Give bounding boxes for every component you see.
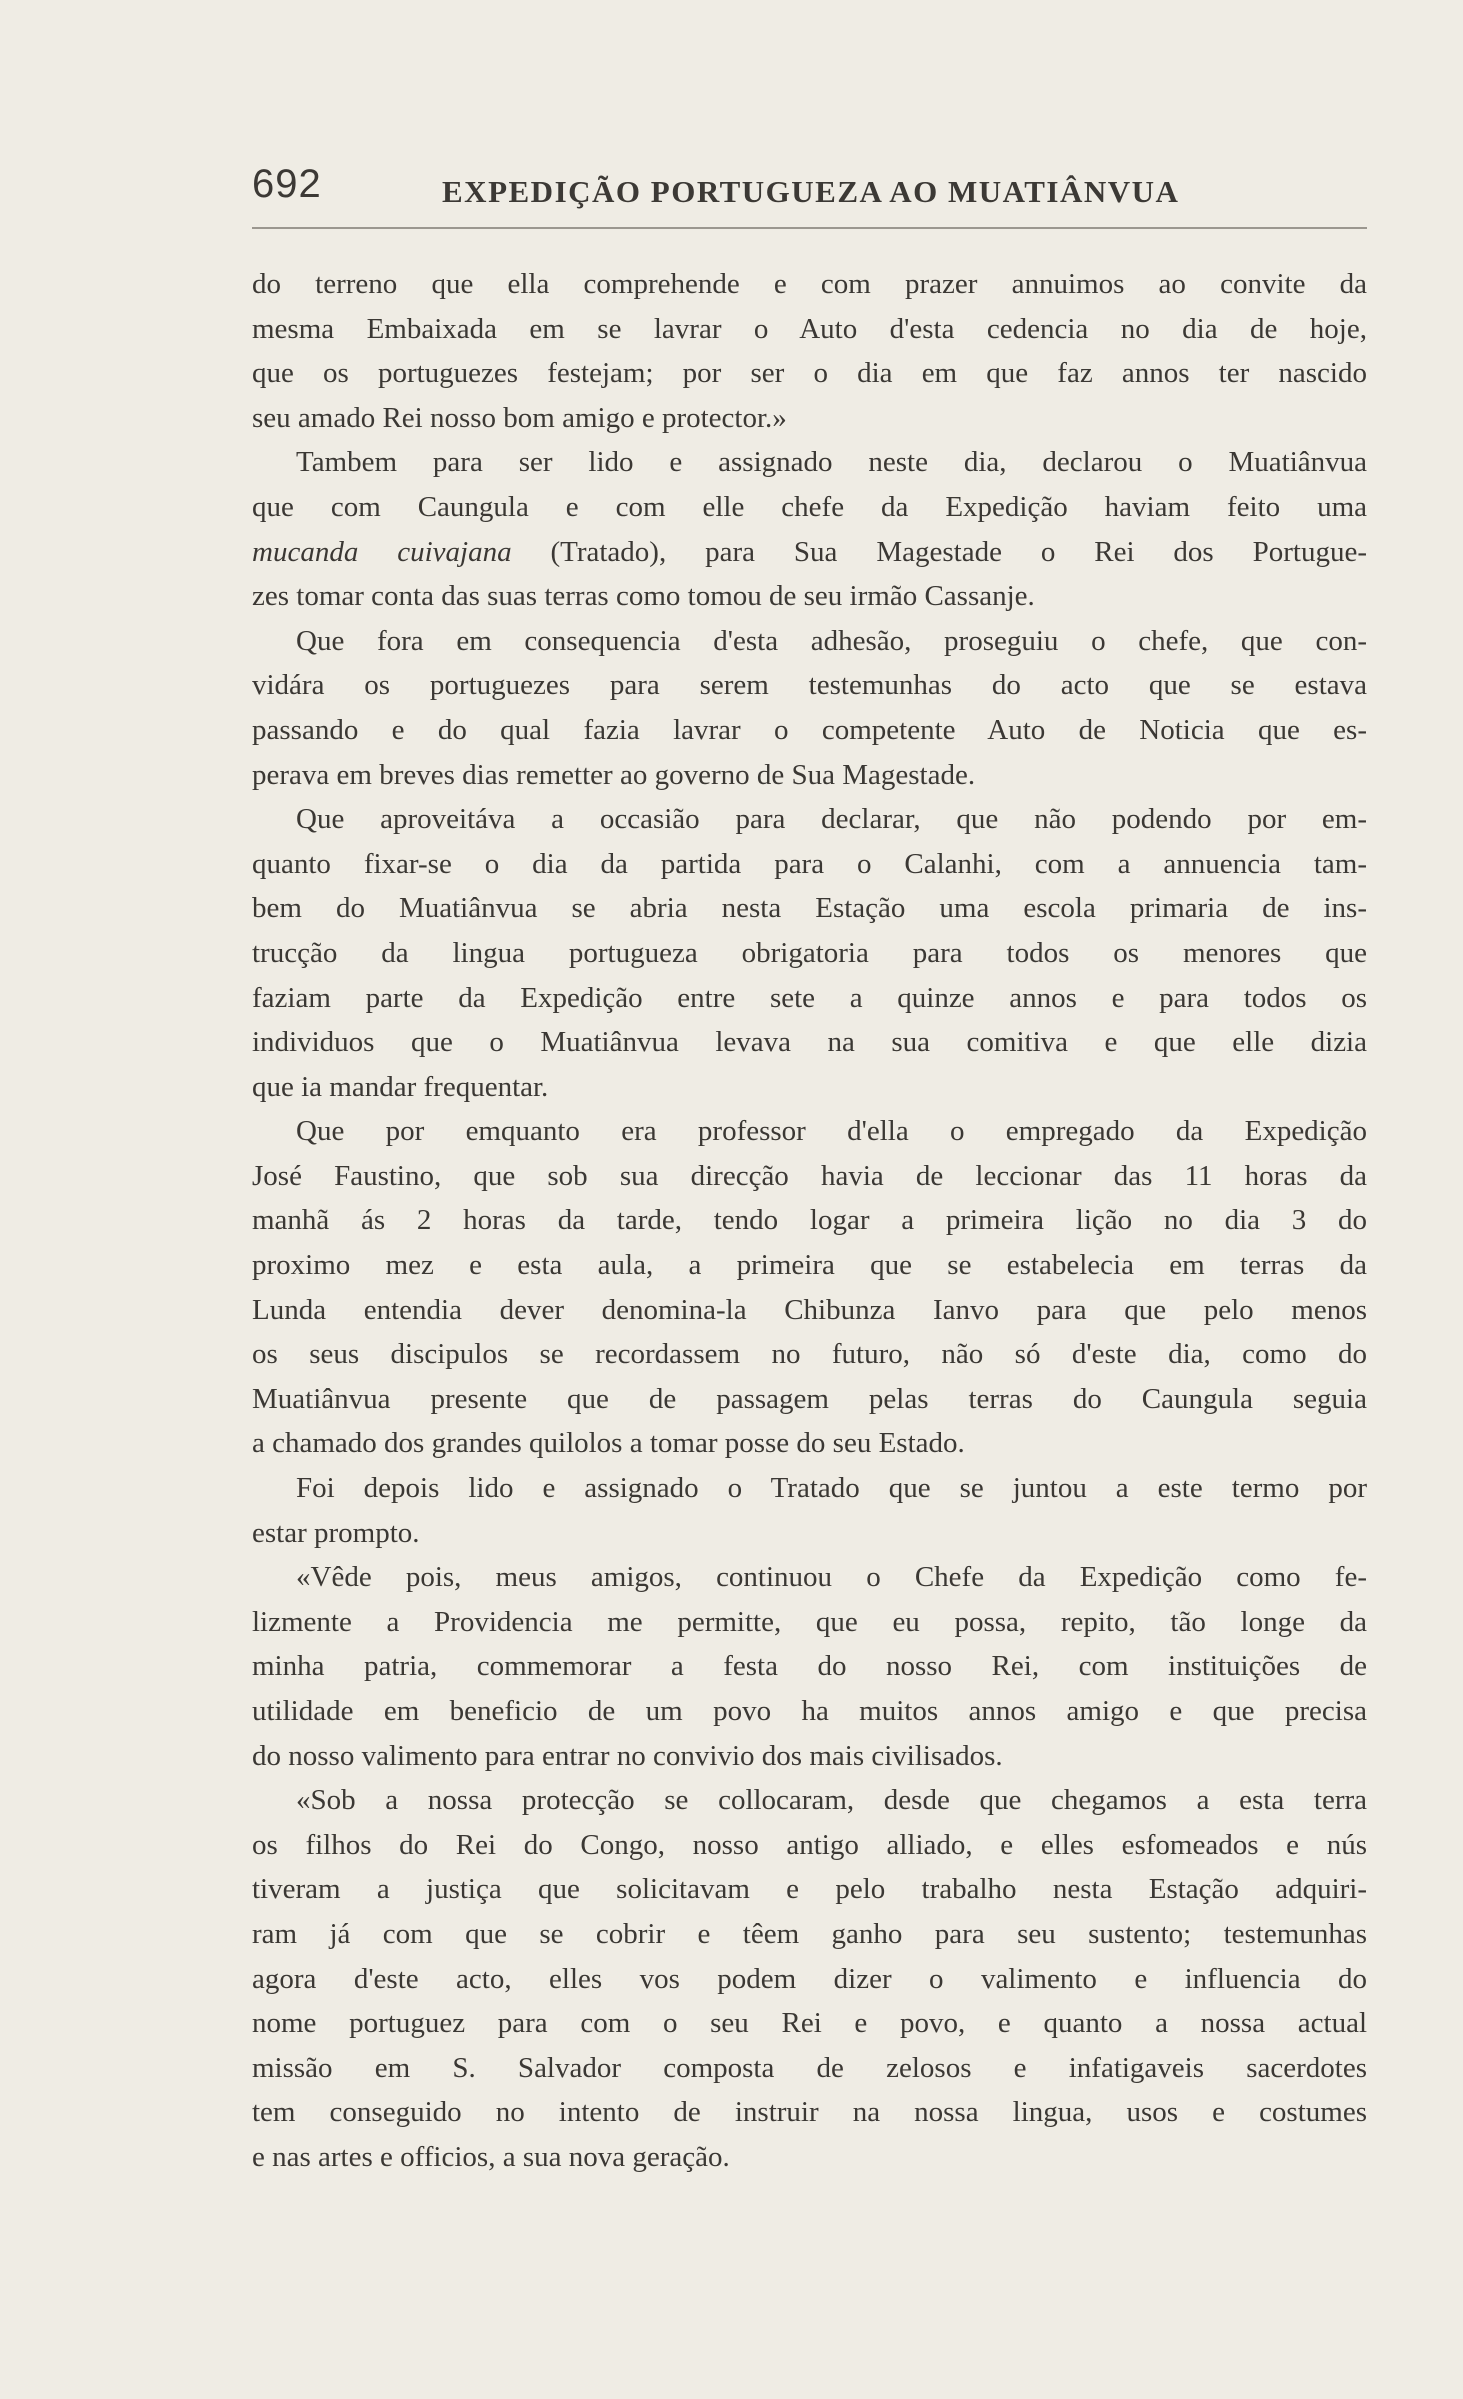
text-line: faziam parte da Expedição entre sete a quinze annos e para todos os — [252, 981, 1367, 1014]
text-run: (Tratado), para Sua Magestade o Rei dos Portugue- — [511, 535, 1367, 568]
body-text — [252, 262, 1367, 2180]
header-rule — [252, 227, 1367, 229]
page-header — [252, 158, 1367, 218]
text-line: quanto fixar-se o dia da partida para o Calanhi, com a annuencia tam- — [252, 847, 1367, 880]
text-line: nome portuguez para com o seu Rei e povo, e quanto a nossa actual — [252, 2007, 1367, 2040]
text-line: passando e do qual fazia lavrar o competente Auto de Noticia que es- — [252, 713, 1367, 746]
text-line: vidára os portuguezes para serem testemunhas do acto que se estava — [252, 669, 1367, 702]
text-line: do terreno que ella comprehende e com prazer annuimos ao convite da — [252, 268, 1367, 300]
paragraph — [252, 440, 1367, 618]
text-line: perava em breves dias remetter ao governo de Sua Magestade. — [252, 758, 976, 791]
text-line: mesma Embaixada em se lavrar o Auto d'esta cedencia no dia de hoje, — [252, 312, 1367, 345]
text-line: Muatiânvua presente que de passagem pelas terras do Caungula seguia — [252, 1382, 1367, 1415]
text-line: e nas artes e officios, a sua nova geração. — [252, 2140, 730, 2173]
text-line: trucção da lingua portugueza obrigatoria para todos os menores que — [252, 936, 1367, 969]
text-line: Foi depois lido e assignado o Tratado que se juntou a este termo por — [296, 1472, 1367, 1505]
text-line: tem conseguido no intento de instruir na nossa lingua, usos e costumes — [252, 2096, 1367, 2129]
italic-phrase: mucanda cuivajana — [252, 535, 512, 568]
paragraph — [252, 1555, 1367, 1778]
text-line: ram já com que se cobrir e têem ganho para seu sustento; testemunhas — [252, 1917, 1367, 1950]
text-line: Que por emquanto era professor d'ella o empregado da Expedição — [296, 1115, 1367, 1148]
text-line: Que aproveitáva a occasião para declarar, que não podendo por em- — [296, 803, 1367, 836]
text-line: estar prompto. — [252, 1516, 420, 1549]
text-line: os filhos do Rei do Congo, nosso antigo alliado, e elles esfomeados e nús — [252, 1828, 1367, 1861]
text-line: que os portuguezes festejam; por ser o dia em que faz annos ter nascido — [252, 357, 1367, 390]
text-line: a chamado dos grandes quilolos a tomar posse do seu Estado. — [252, 1427, 965, 1460]
text-line — [252, 530, 1367, 575]
text-line: missão em S. Salvador composta de zelosos e infatigaveis sacerdotes — [252, 2051, 1367, 2084]
text-line: Que fora em consequencia d'esta adhesão, proseguiu o chefe, que con- — [296, 624, 1367, 657]
text-line: proximo mez e esta aula, a primeira que se estabelecia em terras da — [252, 1249, 1367, 1282]
paragraph — [252, 262, 1367, 440]
text-line: os seus discipulos se recordassem no futuro, não só d'este dia, como do — [252, 1338, 1367, 1371]
text-line: individuos que o Muatiânvua levava na sua comitiva e que elle dizia — [252, 1026, 1367, 1059]
text-line: José Faustino, que sob sua direcção havia de leccionar das 11 horas da — [252, 1159, 1367, 1192]
text-line: que com Caungula e com elle chefe da Expedição haviam feito uma — [252, 490, 1367, 523]
paragraph — [252, 1778, 1367, 2179]
page-number: 692 — [252, 162, 322, 206]
text-line: do nosso valimento para entrar no convivio dos mais civilisados. — [252, 1739, 1003, 1772]
paragraph — [252, 797, 1367, 1109]
paragraph — [252, 1466, 1367, 1555]
paragraph — [252, 619, 1367, 797]
text-line: lizmente a Providencia me permitte, que eu possa, repito, tão longe da — [252, 1605, 1367, 1638]
text-line: manhã ás 2 horas da tarde, tendo logar a primeira lição no dia 3 do — [252, 1204, 1367, 1237]
text-line: Lunda entendia dever denomina-la Chibunza Ianvo para que pelo menos — [252, 1293, 1367, 1326]
text-line: seu amado Rei nosso bom amigo e protector.» — [252, 401, 787, 434]
running-title: EXPEDIÇÃO PORTUGUEZA AO MUATIÂNVUA — [442, 174, 1180, 209]
text-line: zes tomar conta das suas terras como tomou de seu irmão Cassanje. — [252, 580, 1035, 613]
text-line: minha patria, commemorar a festa do nosso Rei, com instituições de — [252, 1650, 1367, 1683]
text-line: «Sob a nossa protecção se collocaram, desde que chegamos a esta terra — [296, 1784, 1367, 1817]
text-line: tiveram a justiça que solicitavam e pelo trabalho nesta Estação adquiri- — [252, 1873, 1367, 1906]
text-line: bem do Muatiânvua se abria nesta Estação uma escola primaria de ins- — [252, 892, 1367, 925]
text-line: agora d'este acto, elles vos podem dizer o valimento e influencia do — [252, 1962, 1367, 1995]
text-line: que ia mandar frequentar. — [252, 1070, 549, 1103]
paragraph — [252, 1109, 1367, 1466]
text-line: «Vêde pois, meus amigos, continuou o Chefe da Expedição como fe- — [296, 1561, 1367, 1594]
text-line: utilidade em beneficio de um povo ha muitos annos amigo e que precisa — [252, 1695, 1367, 1727]
text-line: Tambem para ser lido e assignado neste dia, declarou o Muatiânvua — [296, 446, 1367, 479]
